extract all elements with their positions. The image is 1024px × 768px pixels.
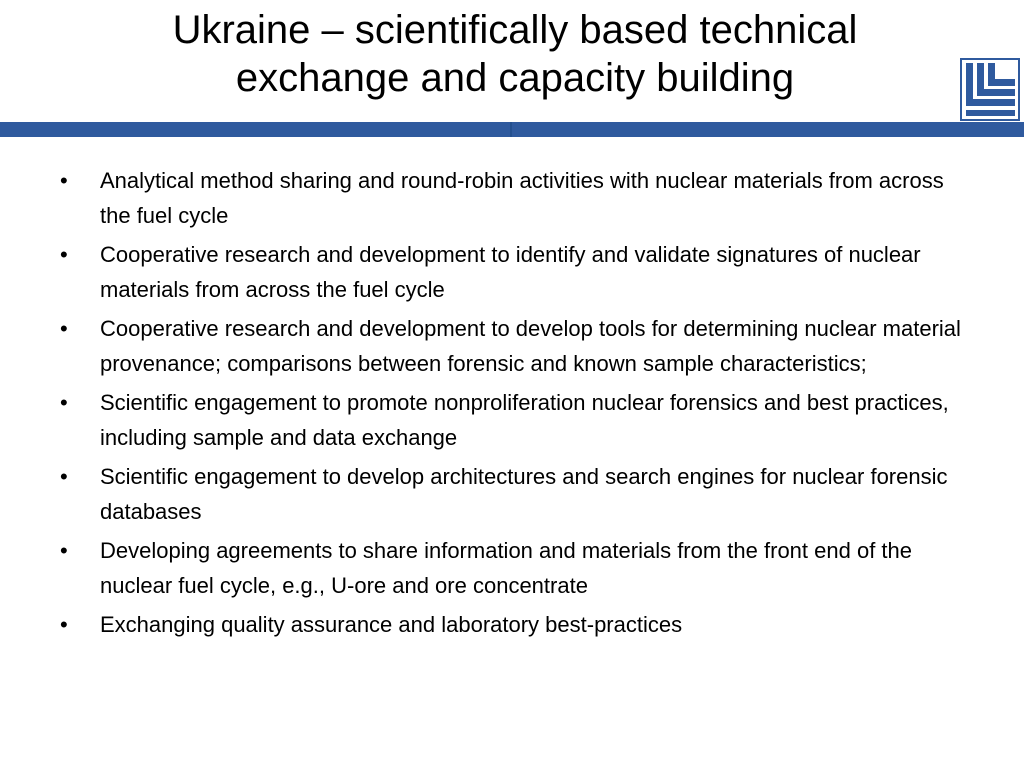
title-divider-bar [0,122,1024,137]
slide-title [80,6,950,102]
bullet-dot: • [60,316,68,341]
bullet-item [60,460,970,529]
bullet-text: Exchanging quality assurance and laboratory best-practices [100,612,683,637]
bullet-dot: • [60,612,68,637]
bullet-dot: • [60,464,68,489]
bullet-text: Cooperative research and development to identify and validate signatures of nuclear materials from across the fuel cycle [100,242,921,302]
bullet-dot: • [60,390,68,415]
bullet-item [60,164,970,233]
bullet-item [60,386,970,455]
bullet-dot: • [60,538,68,563]
bullet-item [60,238,970,307]
bullet-text: Analytical method sharing and round-robin activities with nuclear materials from across the fuel cycle [100,168,944,228]
bullet-dot: • [60,242,68,267]
bullet-dot: • [60,168,68,193]
bullet-text: Cooperative research and development to develop tools for determining nuclear material provenance; comparisons between forensic and known sample characteristics; [100,316,961,376]
bullet-text: Scientific engagement to develop architectures and search engines for nuclear forensic databases [100,464,948,524]
title-line-1: Ukraine – scientifically based technical [172,8,858,52]
bullet-item [60,534,970,603]
llnl-logo-icon [960,58,1020,121]
title-line-2: exchange and capacity building [235,56,795,100]
bullet-item [60,608,970,643]
bullet-text: Scientific engagement to promote nonproliferation nuclear forensics and best practices, including sample and data exchange [100,390,949,450]
bullet-list [60,164,970,648]
bullet-text: Developing agreements to share information and materials from the front end of the nuclear fuel cycle, e.g., U-ore and ore concentrate [100,538,913,598]
bullet-item [60,312,970,381]
title-divider-seam [510,122,512,137]
